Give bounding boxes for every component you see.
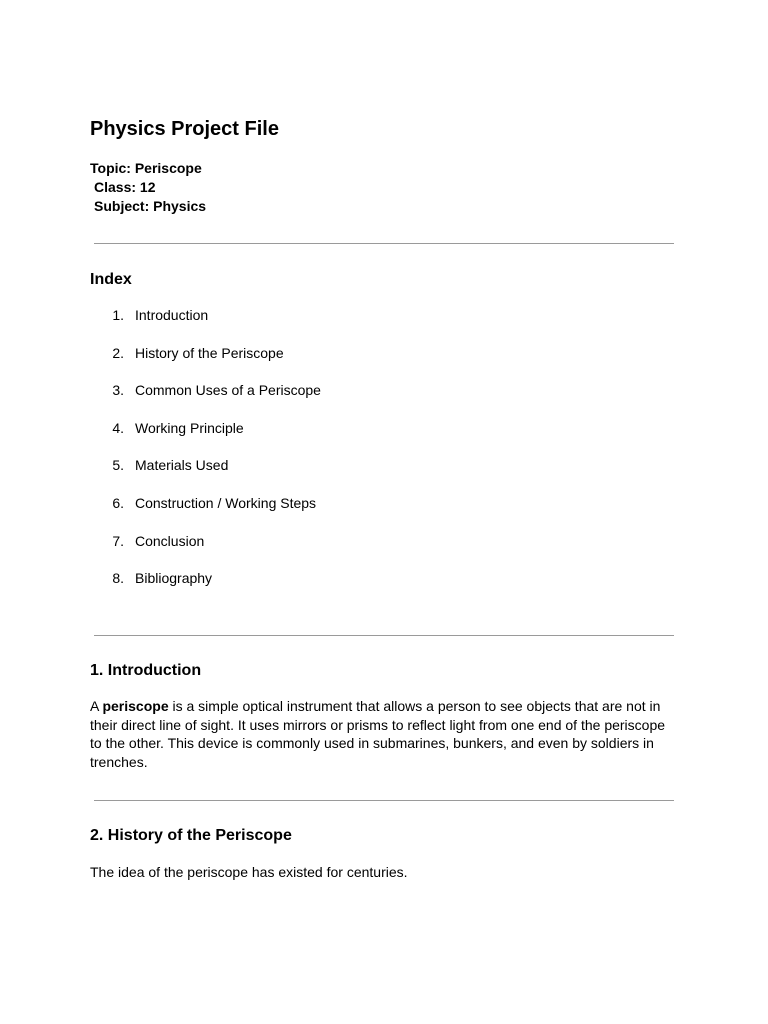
- index-heading: Index: [90, 271, 132, 288]
- divider: [94, 243, 674, 244]
- history-heading: 2. History of the Periscope: [90, 827, 292, 844]
- index-item-label: Common Uses of a Periscope: [135, 382, 321, 399]
- divider: [94, 635, 674, 636]
- document-title: Physics Project File: [90, 118, 279, 140]
- meta-topic: Topic: Periscope: [90, 160, 202, 176]
- index-item-label: Bibliography: [135, 570, 213, 587]
- document-meta: [90, 159, 206, 216]
- introduction-text-rest: is a simple optical instrument that allows a person to see objects that are not in their direct line of sight. It uses mirrors or prisms to reflect light from one end of the periscope to the other. This device is commonly used in submarines, bunkers, and even by soldiers in trenches.: [90, 698, 666, 771]
- index-item-label: Construction / Working Steps: [135, 494, 317, 511]
- introduction-heading: 1. Introduction: [90, 662, 202, 679]
- index-item-number: 3.: [112, 382, 124, 399]
- index-item-label: Conclusion: [135, 532, 205, 549]
- index-item-label: History of the Periscope: [135, 344, 284, 361]
- introduction-paragraph: [90, 697, 680, 772]
- index-item-number: 5.: [112, 457, 124, 474]
- index-item-label: Materials Used: [135, 457, 229, 474]
- divider: [94, 800, 674, 801]
- history-paragraph: The idea of the periscope has existed for centuries.: [90, 864, 408, 880]
- index-item-label: Introduction: [135, 307, 209, 323]
- index-item-number: 6.: [112, 494, 124, 511]
- meta-class: Class: 12: [94, 179, 156, 195]
- index-item-number: 7.: [112, 532, 124, 549]
- meta-subject: Subject: Physics: [94, 198, 207, 214]
- introduction-term: periscope: [102, 698, 169, 714]
- index-item-number: 1.: [112, 307, 124, 323]
- index-item-label: Working Principle: [135, 419, 244, 436]
- introduction-text-start: A: [90, 698, 103, 714]
- index-item-number: 8.: [112, 570, 124, 587]
- index-item-number: 2.: [112, 344, 124, 361]
- index-item-number: 4.: [112, 419, 124, 436]
